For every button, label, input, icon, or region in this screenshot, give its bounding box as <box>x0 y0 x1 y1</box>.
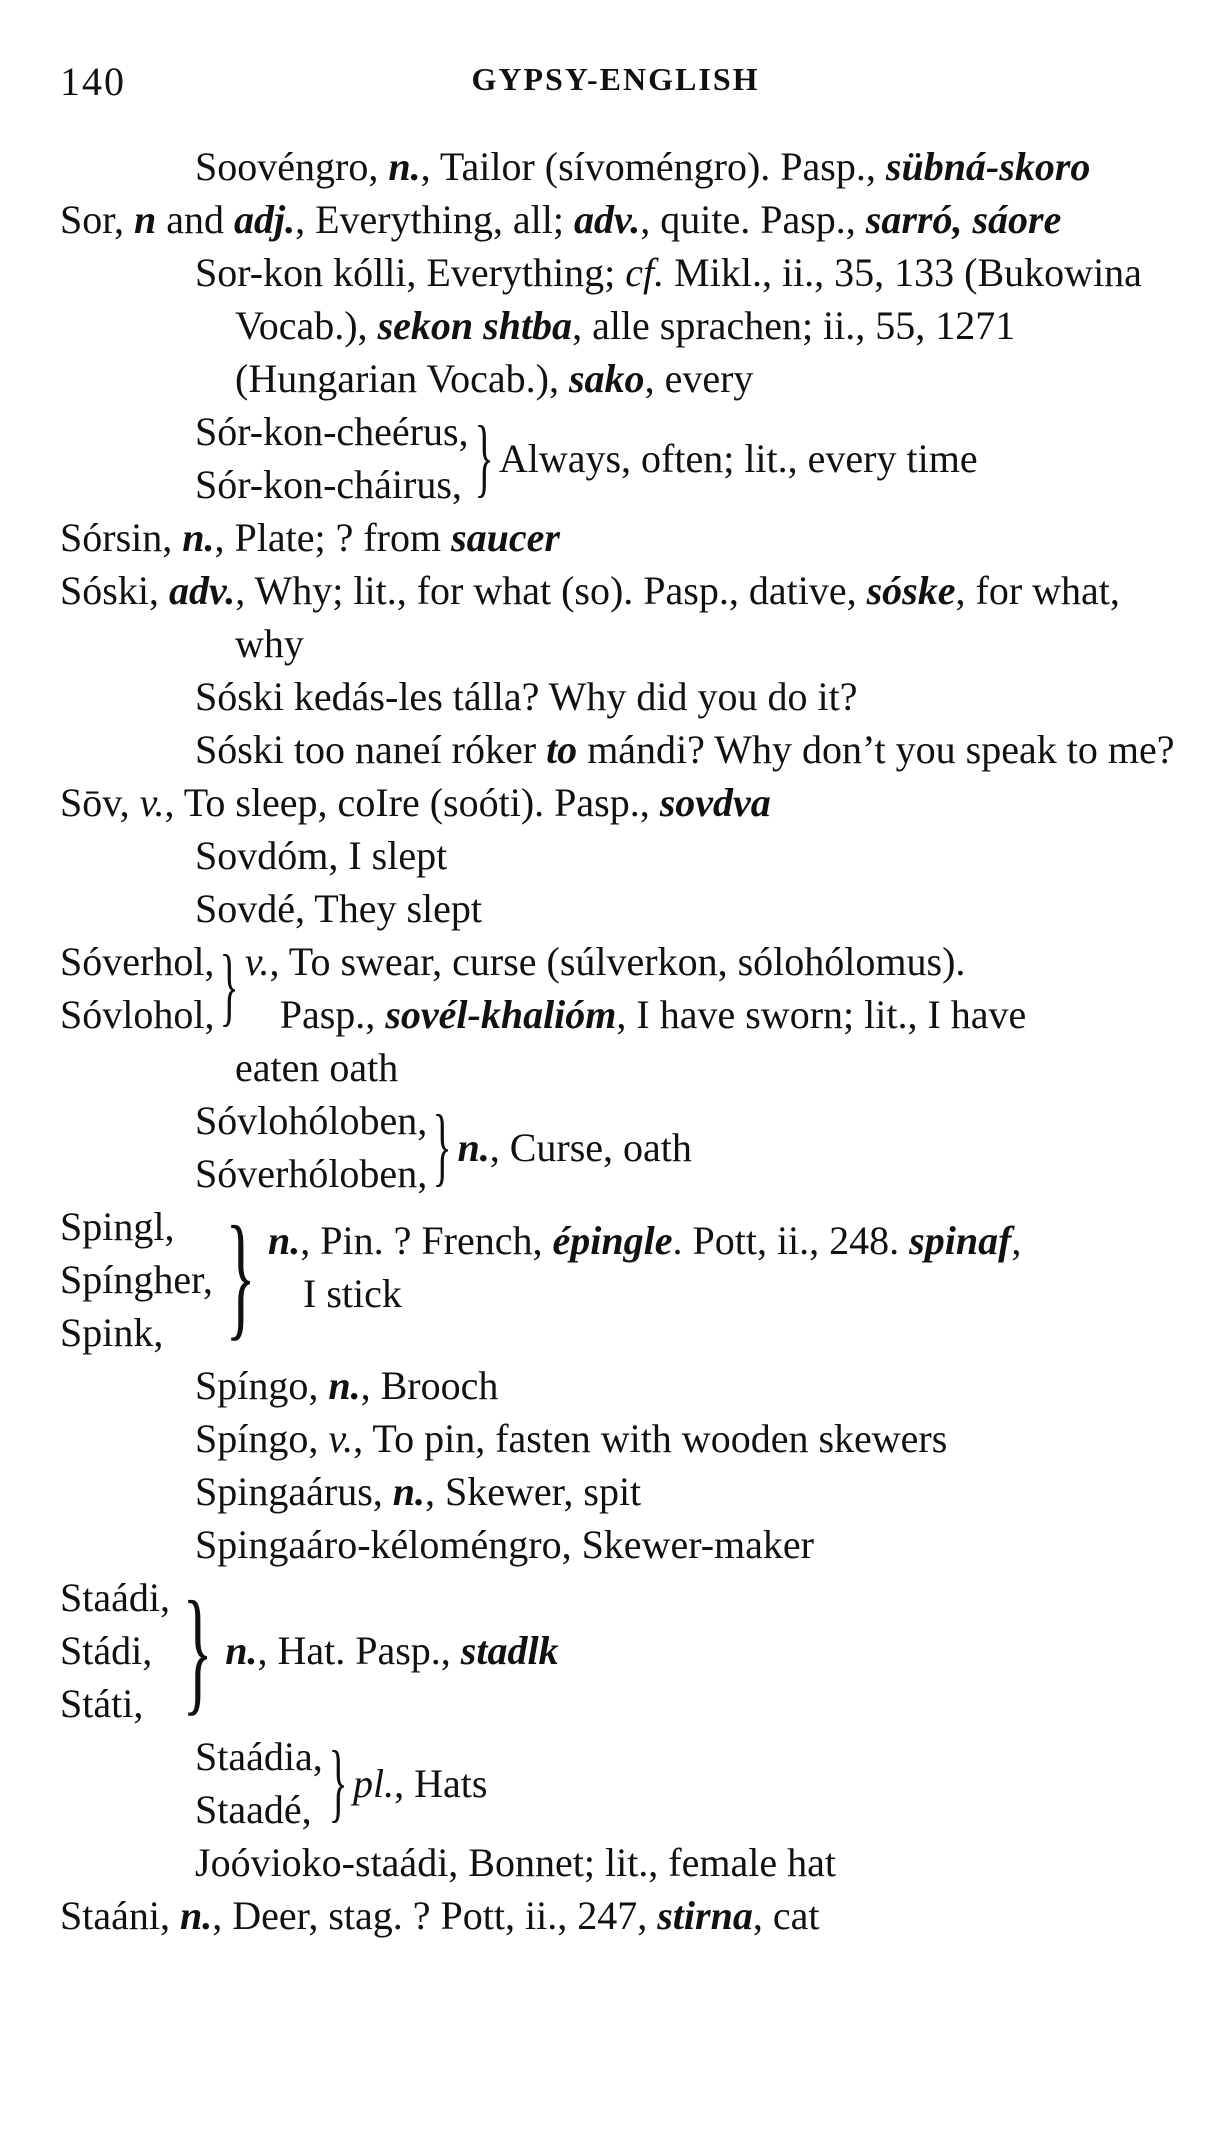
entry-soski: Sóski, adv., Why; lit., for what (so). Pasp., dative, sóske, for what, why <box>60 568 1120 666</box>
headword-group: Staádi, Stádi, Státi, <box>60 1575 170 1726</box>
entry-sovlohóloben: Sóvlohóloben, Sóverhóloben, } n., Curse, oath <box>195 1094 1190 1200</box>
entry-soski-kedas: Sóski kedás-les tálla? Why did you do it? <box>195 674 858 719</box>
headword-group: Staádia, Staadé, <box>195 1734 323 1832</box>
entry-spingaarus: Spingaárus, n., Skewer, spit <box>195 1469 642 1514</box>
headword-group: Sóvlohóloben, Sóverhóloben, <box>195 1098 428 1196</box>
entry-spingo-n: Spíngo, n., Brooch <box>195 1363 499 1408</box>
brace-glyph: } <box>220 938 240 1035</box>
headword-group: Spingl, Spíngher, Spink, <box>60 1204 213 1355</box>
headword-group: Sór-kon-cheérus, Sór-kon-cháirus, <box>195 409 469 507</box>
brace-glyph: } <box>474 409 494 506</box>
entry-sor-kon-kolli: Sor-kon kólli, Everything; cf. Mikl., ii., 35, 133 (Bukowina Vocab.), sekon shtba, alle sprachen; ii., 55, 1271 (Hungarian Vocab.), sako, every <box>195 250 1142 401</box>
entry-joovioko-staadi: Joóvioko-staádi, Bonnet; lit., female hat <box>195 1840 836 1885</box>
entries-column <box>60 140 1190 1942</box>
entry-spingl: Spingl, Spíngher, Spink, } n., Pin. ? French, épingle. Pott, ii., 248. spinaf, I stick <box>60 1200 1190 1359</box>
page-number: 140 <box>60 59 126 104</box>
entry-staadi: Staádi, Stádi, Státi, } n., Hat. Pasp., stadlk <box>60 1571 1190 1730</box>
entry-soverhol: Sóverhol, Sóvlohol, } v., To swear, curse (súlverkon, sólohólomus). Pasp., sovél-khalióm, I have sworn; lit., I have eaten oath <box>60 935 1190 1094</box>
entry-soovengro: Soovéngro, n., Tailor (sívoméngro). Pasp., sübná-skoro <box>195 144 1091 189</box>
entry-spingaaro-kelomengro: Spingaáro-kéloméngro, Skewer-maker <box>195 1522 814 1567</box>
entry-sovdom: Sovdóm, I slept <box>195 833 448 878</box>
entry-sovde: Sovdé, They slept <box>195 886 483 931</box>
entry-staani: Staáni, n., Deer, stag. ? Pott, ii., 247, stirna, cat <box>60 1893 820 1938</box>
brace-glyph: } <box>328 1734 348 1831</box>
entry-sov: Sōv, v., To sleep, coIre (soóti). Pasp., sovdva <box>60 780 771 825</box>
entry-sor: Sor, n and adj., Everything, all; adv., quite. Pasp., sarró, sáore <box>60 197 1062 242</box>
page-header <box>58 58 1173 108</box>
brace-glyph: } <box>182 1572 213 1728</box>
brace-glyph: } <box>225 1198 256 1353</box>
entry-sorsin: Sórsin, n., Plate; ? from saucer <box>60 515 560 560</box>
brace-glyph: } <box>432 1098 452 1195</box>
running-title: GYPSY-ENGLISH <box>471 61 760 97</box>
entry-staadia: Staádia, Staadé, } pl., Hats <box>195 1730 1190 1836</box>
entry-soski-too: Sóski too naneí róker to mándi? Why don’t you speak to me? <box>195 727 1175 772</box>
entry-sor-kon-cheerus: Sór-kon-cheérus, Sór-kon-cháirus, } Always, often; lit., every time <box>195 405 1190 511</box>
entry-spingo-v: Spíngo, v., To pin, fasten with wooden skewers <box>195 1416 948 1461</box>
headword-group: Sóverhol, Sóvlohol, <box>60 939 215 1037</box>
